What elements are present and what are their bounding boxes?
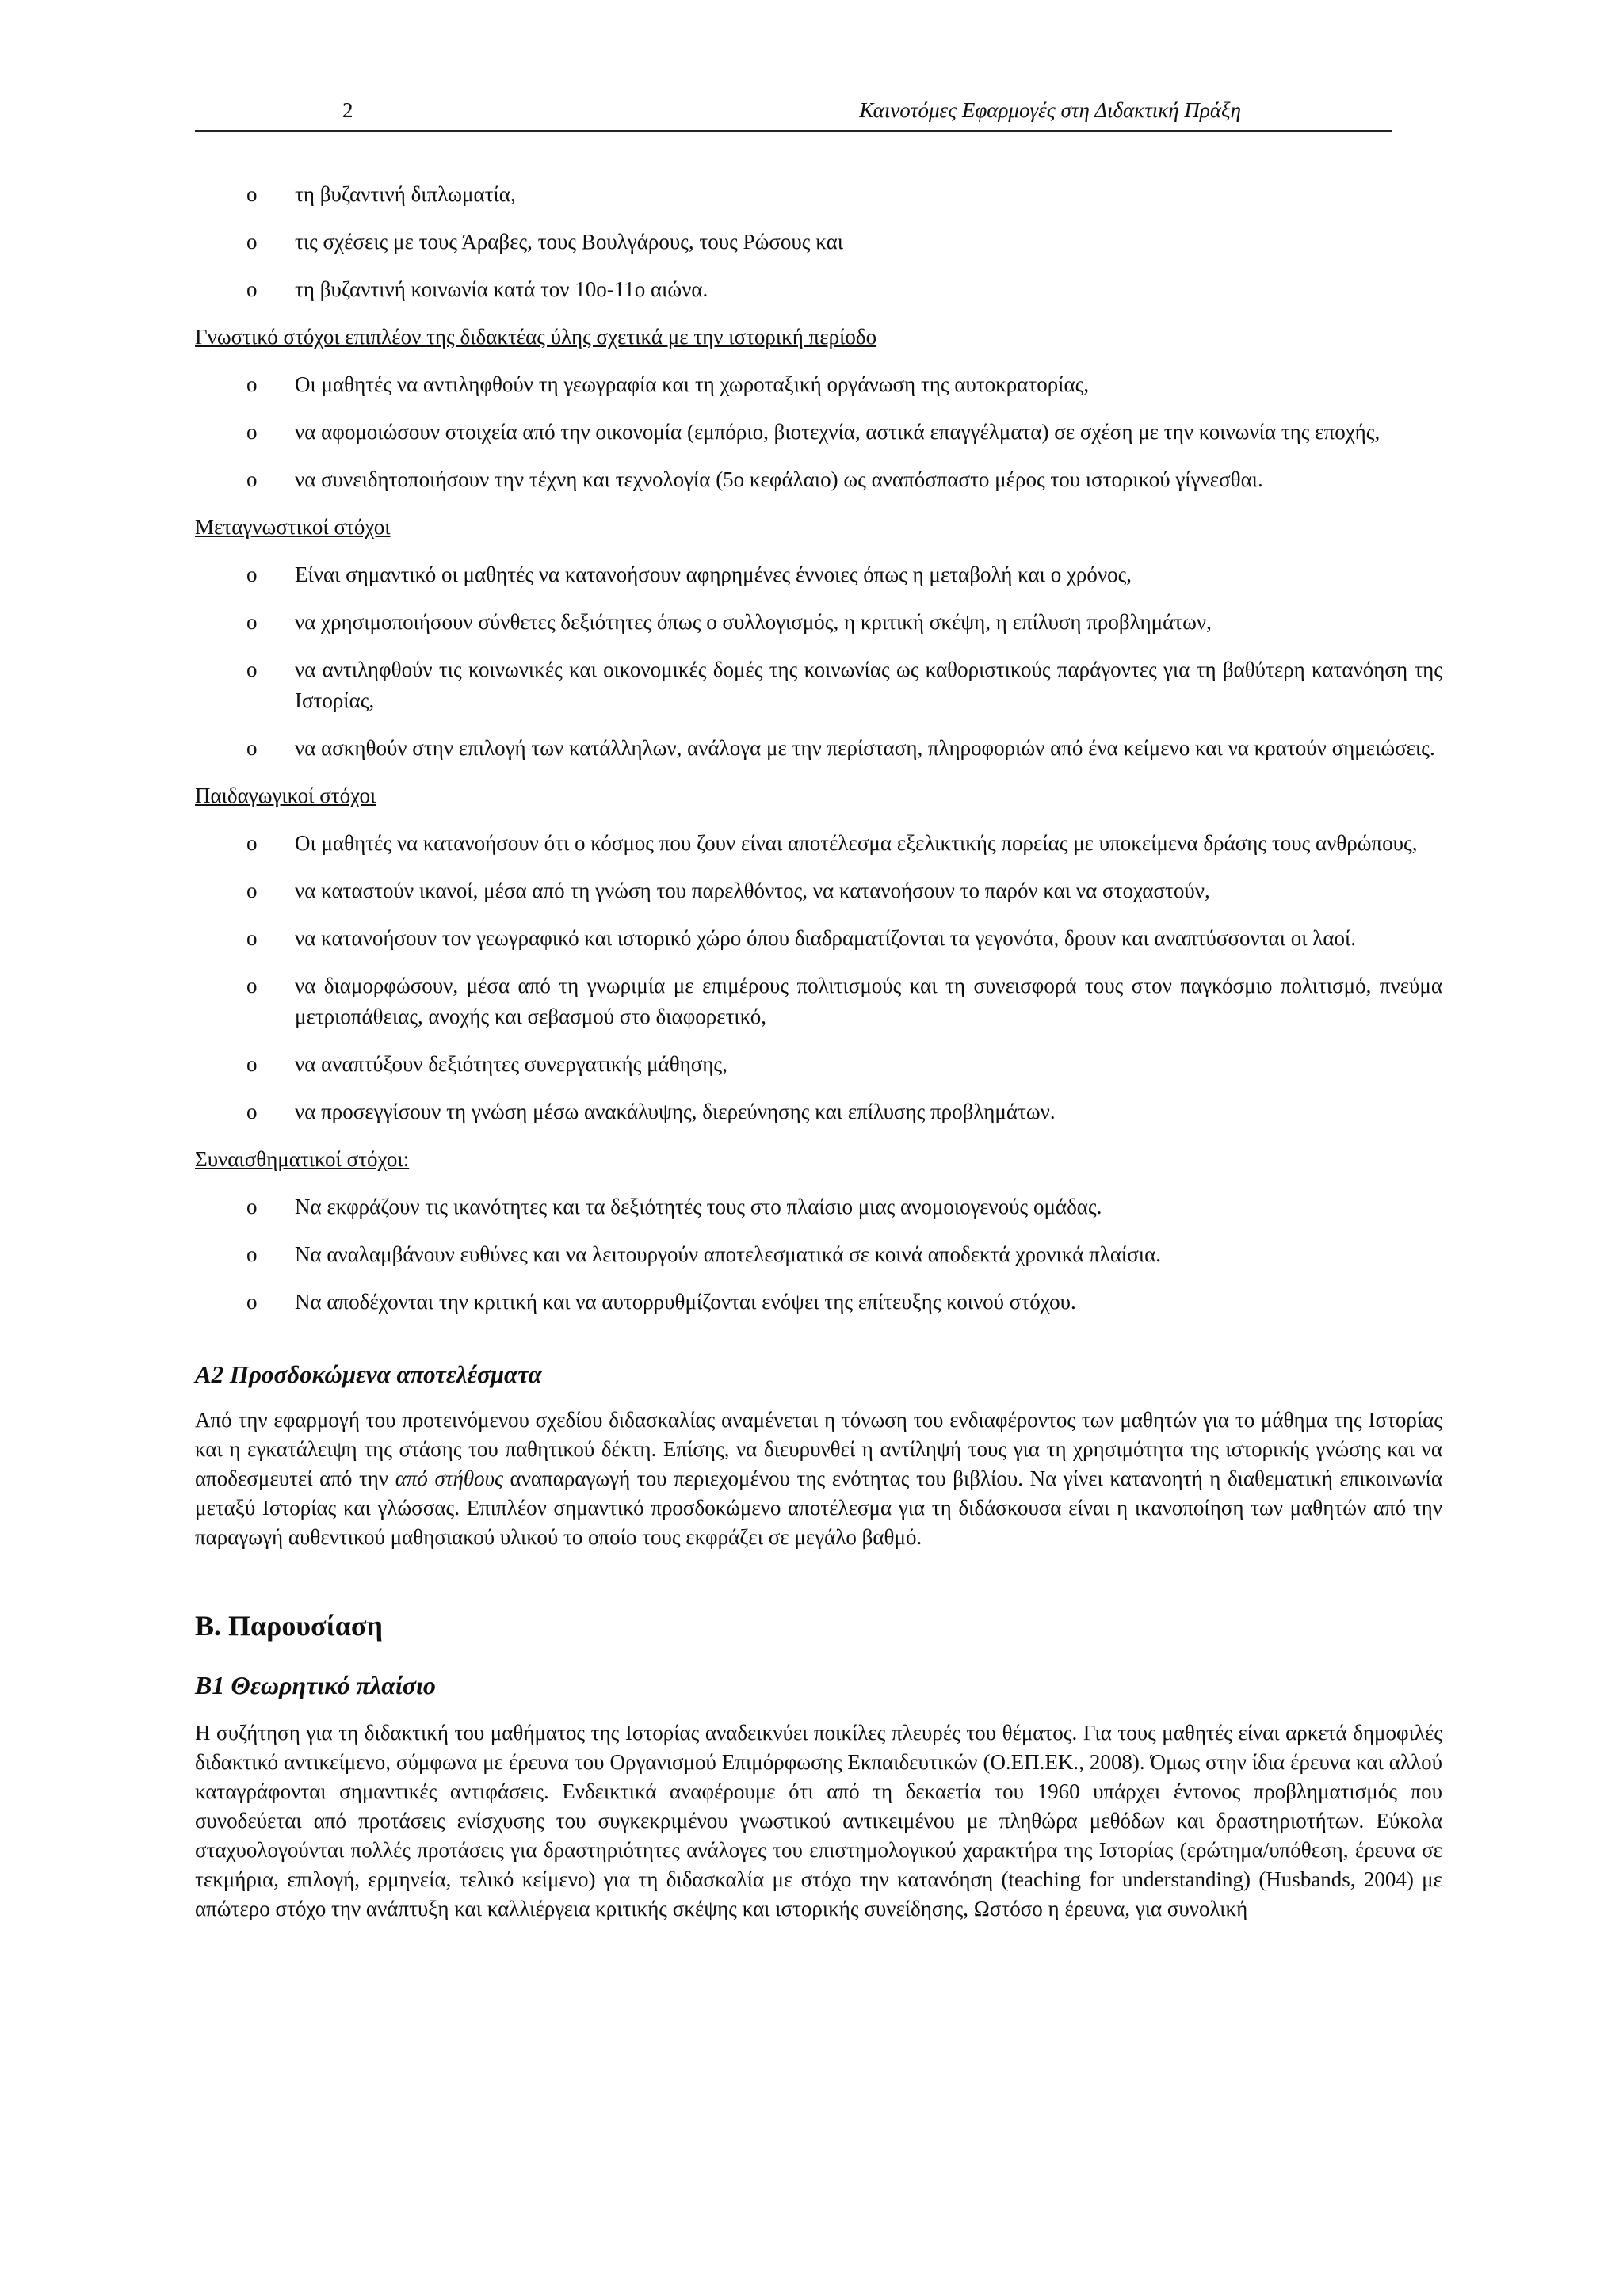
list-item bbox=[195, 417, 1442, 448]
list-item-text: Να αναλαμβάνουν ευθύνες και να λειτουργούν αποτελεσματικά σε κοινά αποδεκτά χρονικά πλαίσια. bbox=[295, 1242, 1161, 1266]
list-item-text: να χρησιμοποιήσουν σύνθετες δεξιότητες όπως ο συλλογισμός, η κριτική σκέψη, η επίλυση προβλημάτων, bbox=[295, 610, 1212, 634]
list-item bbox=[195, 654, 1442, 716]
list-item bbox=[195, 1192, 1442, 1222]
list-item bbox=[195, 179, 1442, 210]
bullet-icon: o bbox=[246, 974, 258, 997]
cognitive-goals-list bbox=[195, 369, 1442, 495]
list-item-text: να διαμορφώσουν, μέσα από τη γνωριμία με επιμέρους πολιτισμούς και τη συνεισφορά τους στον παγκόσμιο πολιτισμό, πνεύμα μετριοπάθειας, ανοχής και σεβασμού στο διαφορετικό, bbox=[295, 974, 1442, 1028]
bullet-icon: o bbox=[246, 467, 258, 491]
list-item-text: να καταστούν ικανοί, μέσα από τη γνώση του παρελθόντος, να κατανοήσουν το παρόν και να στοχαστούν, bbox=[295, 879, 1210, 902]
bullet-icon: o bbox=[246, 926, 258, 950]
list-item bbox=[195, 464, 1442, 495]
bullet-icon: o bbox=[246, 879, 258, 902]
bullet-icon: o bbox=[246, 420, 258, 444]
section-heading-emotional: Συναισθηματικοί στόχοι: bbox=[195, 1147, 410, 1171]
page-header bbox=[195, 95, 1392, 132]
list-item bbox=[195, 971, 1442, 1032]
a2-paragraph bbox=[195, 1405, 1442, 1552]
section-title-b1: Β1 Θεωρητικό πλαίσιο bbox=[195, 1671, 436, 1699]
section-heading-pedagogical: Παιδαγωγικοί στόχοι bbox=[195, 784, 376, 807]
bullet-icon: o bbox=[246, 1290, 258, 1314]
list-item bbox=[195, 227, 1442, 257]
list-item-text: να προσεγγίσουν τη γνώση μέσω ανακάλυψης, διερεύνησης και επίλυσης προβλημάτων. bbox=[295, 1100, 1056, 1123]
emotional-goals-list bbox=[195, 1192, 1442, 1318]
intro-list bbox=[195, 179, 1442, 305]
list-item bbox=[195, 274, 1442, 305]
list-item-text: Να αποδέχονται την κριτική και να αυτορρυθμίζονται ενόψει της επίτευξης κοινού στόχου. bbox=[295, 1290, 1076, 1314]
list-item bbox=[195, 369, 1442, 400]
list-item bbox=[195, 607, 1442, 638]
a2-text-part-1: Από την εφαρμογή του προτεινόμενου σχεδίου διδασκαλίας αναμένεται η τόνωση του ενδιαφέροντος των μαθητών για το μάθημα της Ιστορίας και η εγκατάλειψη της στάσης του παθητικού δέκτη. Επίσης, να διευρυνθεί η αντίληψή τους για τη χρησιμότητα της ιστορικής γνώσης και να αποδεσμευτεί από την bbox=[195, 1408, 1442, 1490]
list-item-text: τη βυζαντινή διπλωματία, bbox=[295, 182, 516, 206]
list-item bbox=[195, 733, 1442, 764]
list-item bbox=[195, 1239, 1442, 1270]
page-number: 2 bbox=[342, 98, 353, 122]
list-item-text: να αφομοιώσουν στοιχεία από την οικονομία (εμπόριο, βιοτεχνία, αστικά επαγγέλματα) σε σχέση με την κοινωνία της εποχής, bbox=[295, 420, 1381, 444]
page-content bbox=[195, 179, 1442, 1924]
bullet-icon: o bbox=[246, 1242, 258, 1266]
bullet-icon: o bbox=[246, 182, 258, 206]
bullet-icon: o bbox=[246, 610, 258, 634]
list-item-text: Να εκφράζουν τις ικανότητες και τα δεξιότητές τους στο πλαίσιο μιας ανομοιογενούς ομάδας. bbox=[295, 1195, 1102, 1219]
bullet-icon: o bbox=[246, 831, 258, 855]
list-item bbox=[195, 828, 1442, 859]
section-heading-metacognitive: Μεταγνωστικοί στόχοι bbox=[195, 515, 391, 539]
list-item bbox=[195, 559, 1442, 590]
list-item bbox=[195, 1097, 1442, 1127]
list-item-text: να συνειδητοποιήσουν την τέχνη και τεχνολογία (5ο κεφάλαιο) ως αναπόσπαστο μέρος του ιστορικού γίγνεσθαι. bbox=[295, 467, 1263, 491]
list-item-text: να αντιληφθούν τις κοινωνικές και οικονομικές δομές της κοινωνίας ως καθοριστικούς παράγοντες για τη βαθύτερη κατανόηση της Ιστορίας, bbox=[295, 658, 1442, 712]
bullet-icon: o bbox=[246, 736, 258, 760]
list-item-text: να αναπτύξουν δεξιότητες συνεργατικής μάθησης, bbox=[295, 1052, 727, 1076]
bullet-icon: o bbox=[246, 372, 258, 396]
section-title-a2: Α2 Προσδοκώμενα αποτελέσματα bbox=[195, 1360, 542, 1388]
bullet-icon: o bbox=[246, 563, 258, 586]
list-item bbox=[195, 1287, 1442, 1318]
list-item-text: τη βυζαντινή κοινωνία κατά τον 10ο-11ο αιώνα. bbox=[295, 277, 708, 301]
metacognitive-goals-list bbox=[195, 559, 1442, 764]
list-item-text: να ασκηθούν στην επιλογή των κατάλληλων, ανάλογα με την περίσταση, πληροφοριών από ένα κείμενο και να κρατούν σημειώσεις. bbox=[295, 736, 1435, 760]
bullet-icon: o bbox=[246, 1195, 258, 1219]
b1-paragraph: Η συζήτηση για τη διδακτική του μαθήματος της Ιστορίας αναδεικνύει ποικίλες πλευρές του θέματος. Για τους μαθητές είναι αρκετά δημοφιλές διδακτικό αντικείμενο, σύμφωνα με έρευνα του Οργανισμού Επιμόρφωσης Εκπαιδευτικών (Ο.ΕΠ.ΕΚ., 2008). Όμως στην ίδια έρευνα και αλλού καταγράφονται σημαντικές αντιφάσεις. Ενδεικτικά αναφέρουμε ότι από τη δεκαετία του 1960 υπάρχει έντονος προβληματισμός που συνοδεύεται από προτάσεις ενίσχυσης του συγκεκριμένου γνωστικού αντικειμένου με πληθώρα μεθόδων και δραστηριοτήτων. Εύκολα σταχυολογούνται πολλές προτάσεις για δραστηριότητες ανάλογες του επιστημολογικού χαρακτήρα της Ιστορίας (ερώτημα/υπόθεση, έρευνα σε τεκμήρια, επιλογή, ερμηνεία, τελικό κείμενο) για τη διδασκαλία με στόχο την κατανόηση (teaching for understanding) (Husbands, 2004) με απώτερο στόχο την ανάπτυξη και καλλιέργεια κριτικής σκέψης και ιστορικής συνείδησης, Ωστόσο η έρευνα, για συνολική bbox=[195, 1721, 1442, 1920]
bullet-icon: o bbox=[246, 1052, 258, 1076]
list-item-text: Οι μαθητές να κατανοήσουν ότι ο κόσμος που ζουν είναι αποτέλεσμα εξελικτικής πορείας με υποκείμενα δράσης τους ανθρώπους, bbox=[295, 831, 1418, 855]
running-title: Καινοτόμες Εφαρμογές στη Διδακτική Πράξη bbox=[859, 98, 1241, 122]
chapter-title-b: Β. Παρουσίαση bbox=[195, 1610, 383, 1642]
list-item bbox=[195, 923, 1442, 954]
pedagogical-goals-list bbox=[195, 828, 1442, 1127]
a2-italic-phrase: από στήθους bbox=[395, 1466, 503, 1490]
bullet-icon: o bbox=[246, 658, 258, 681]
list-item-text: Οι μαθητές να αντιληφθούν τη γεωγραφία και τη χωροταξική οργάνωση της αυτοκρατορίας, bbox=[295, 372, 1090, 396]
list-item-text: τις σχέσεις με τους Άραβες, τους Βουλγάρους, τους Ρώσους και bbox=[295, 230, 843, 254]
list-item-text: Είναι σημαντικό οι μαθητές να κατανοήσουν αφηρημένες έννοιες όπως η μεταβολή και ο χρόνος, bbox=[295, 563, 1132, 586]
a2-text-part-2: αναπαραγωγή του περιεχομένου της ενότητας του βιβλίου. Να γίνει κατανοητή η διαθεματική επικοινωνία μεταξύ Ιστορίας και γλώσσας. Επιπλέον σημαντικό προσδοκώμενο αποτέλεσμα για τη διδάσκουσα είναι η ικανοποίηση των μαθητών από την παραγωγή αυθεντικού μαθησιακού υλικού το οποίο τους εκφράζει σε μεγάλο βαθμό. bbox=[195, 1466, 1443, 1549]
section-heading-cognitive: Γνωστικό στόχοι επιπλέον της διδακτέας ύλης σχετικά με την ιστορική περίοδο bbox=[195, 325, 877, 349]
bullet-icon: o bbox=[246, 1100, 258, 1123]
bullet-icon: o bbox=[246, 277, 258, 301]
list-item bbox=[195, 875, 1442, 906]
bullet-icon: o bbox=[246, 230, 258, 254]
list-item bbox=[195, 1049, 1442, 1080]
list-item-text: να κατανοήσουν τον γεωγραφικό και ιστορικό χώρο όπου διαδραματίζονται τα γεγονότα, δρουν και αναπτύσσονται οι λαοί. bbox=[295, 926, 1356, 950]
